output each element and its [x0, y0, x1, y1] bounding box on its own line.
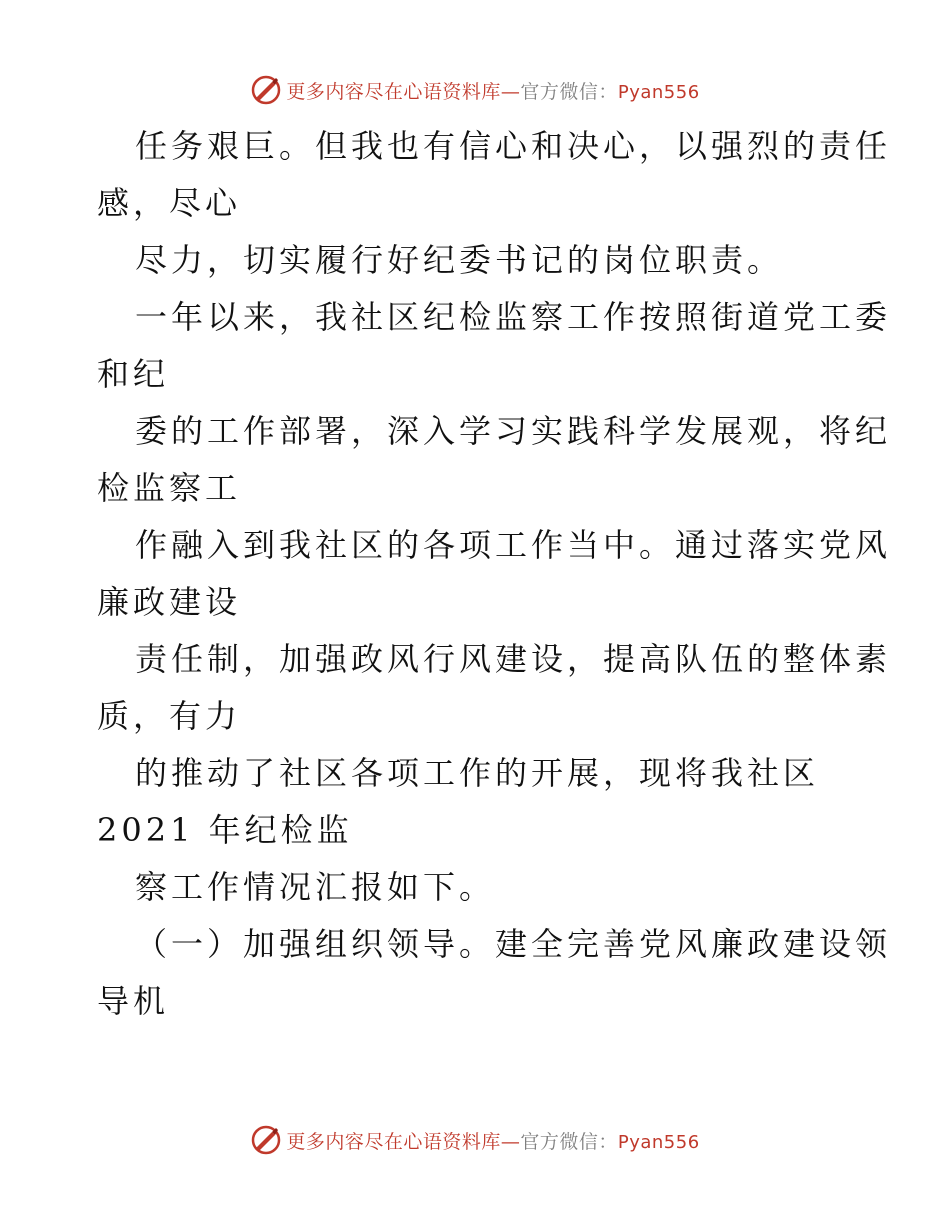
text-line: 责任制，加强政风行风建设，提高队伍的整体素 — [135, 640, 892, 678]
footer-watermark — [0, 1120, 950, 1160]
watermark-text: 更多内容尽在心语资料库—官方微信：Pyan556 — [286, 80, 700, 103]
text-line: 尽力，切实履行好纪委书记的岗位职责。 — [135, 241, 784, 279]
header-watermark — [0, 70, 950, 110]
text-line: 委的工作部署，深入学习实践科学发展观，将纪 — [135, 412, 892, 450]
watermark-text: 更多内容尽在心语资料库—官方微信：Pyan556 — [286, 1130, 700, 1153]
text-line: 廉政建设 — [97, 583, 242, 621]
text-line: 的推动了社区各项工作的开展，现将我社区 — [135, 754, 820, 792]
text-line: 任务艰巨。但我也有信心和决心，以强烈的责任 — [135, 127, 892, 165]
document-body — [97, 118, 892, 1030]
pen-logo-icon — [250, 1124, 282, 1156]
text-line: 和纪 — [97, 355, 170, 393]
text-line: 质，有力 — [97, 697, 242, 735]
text-line: 作融入到我社区的各项工作当中。通过落实党风 — [135, 526, 892, 564]
text-line: （一）加强组织领导。建全完善党风廉政建设领 — [135, 925, 892, 963]
text-line: 感，尽心 — [97, 184, 242, 222]
text-line: 一年以来，我社区纪检监察工作按照街道党工委 — [135, 298, 892, 336]
pen-logo-icon — [250, 74, 282, 106]
text-line: 察工作情况汇报如下。 — [135, 868, 496, 906]
text-line: 检监察工 — [97, 469, 242, 507]
text-line: 导机 — [97, 982, 170, 1020]
text-line: 2021 年纪检监 — [97, 811, 353, 849]
